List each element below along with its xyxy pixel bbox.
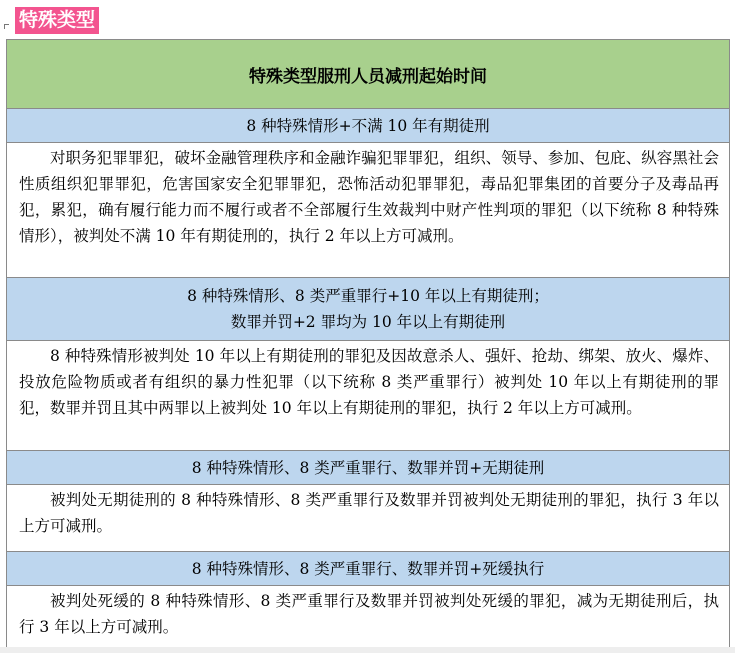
section-heading-1-text: 8 种特殊情形+不满 10 年有期徒刑 xyxy=(246,116,490,135)
section-heading-4 xyxy=(7,552,730,586)
section-body-2-text: 8 种特殊情形被判处 10 年以上有期徒刑的罪犯及因故意杀人、强奸、抢劫、绑架、放火、爆炸、投放危险物质或者有组织的暴力性犯罪（以下统称 8 类严重罪行）被判处 10 年以上有期徒刑的罪犯，数罪并罚且其中两罪以上被判处 10 年以上有期徒刑的罪犯，执行 2 年以上方可减刑。 xyxy=(19,347,719,417)
section-heading-3-text: 8 种特殊情形、8 类严重罪行、数罪并罚+无期徒刑 xyxy=(191,458,545,477)
section-body-4-text: 被判处死缓的 8 种特殊情形、8 类严重罪行及数罪并罚被判处死缓的罪犯，减为无期徒刑后，执行 3 年以上方可减刑。 xyxy=(19,592,719,636)
section-body-3-text: 被判处无期徒刑的 8 种特殊情形、8 类严重罪行及数罪并罚被判处无期徒刑的罪犯，执行 3 年以上方可减刑。 xyxy=(19,491,719,535)
text-corner-mark xyxy=(4,24,9,29)
section-heading-2 xyxy=(7,278,730,341)
section-heading-4-text: 8 种特殊情形、8 类严重罪行、数罪并罚+死缓执行 xyxy=(191,559,545,578)
section-body-2 xyxy=(7,341,730,451)
section-body-1 xyxy=(7,143,730,278)
section-heading-3 xyxy=(7,451,730,485)
section-body-3 xyxy=(7,485,730,552)
section-heading-2-line2: 数罪并罚+2 罪均为 10 年以上有期徒刑 xyxy=(230,313,506,331)
section-tag: 特殊类型 xyxy=(15,7,99,34)
section-body-4 xyxy=(7,586,730,653)
section-body-1-text: 对职务犯罪罪犯，破坏金融管理秩序和金融诈骗犯罪罪犯，组织、领导、参加、包庇、纵容黑社会性质组织犯罪罪犯，危害国家安全犯罪罪犯，恐怖活动犯罪罪犯，毒品犯罪集团的首要分子及毒品再犯，累犯，确有履行能力而不履行或者不全部履行生效裁判中财产性判项的罪犯（以下统称 8 种特殊情形），被判处不满 10 年有期徒刑的，执行 2 年以上方可减刑。 xyxy=(19,149,719,245)
page-bottom-strip xyxy=(0,647,735,653)
sentence-reduction-table xyxy=(6,39,730,653)
section-heading-1 xyxy=(7,109,730,143)
table-title: 特殊类型服刑人员减刑起始时间 xyxy=(7,40,730,109)
section-heading-2-line1: 8 种特殊情形、8 类严重罪行+10 年以上有期徒刑； xyxy=(187,287,549,305)
